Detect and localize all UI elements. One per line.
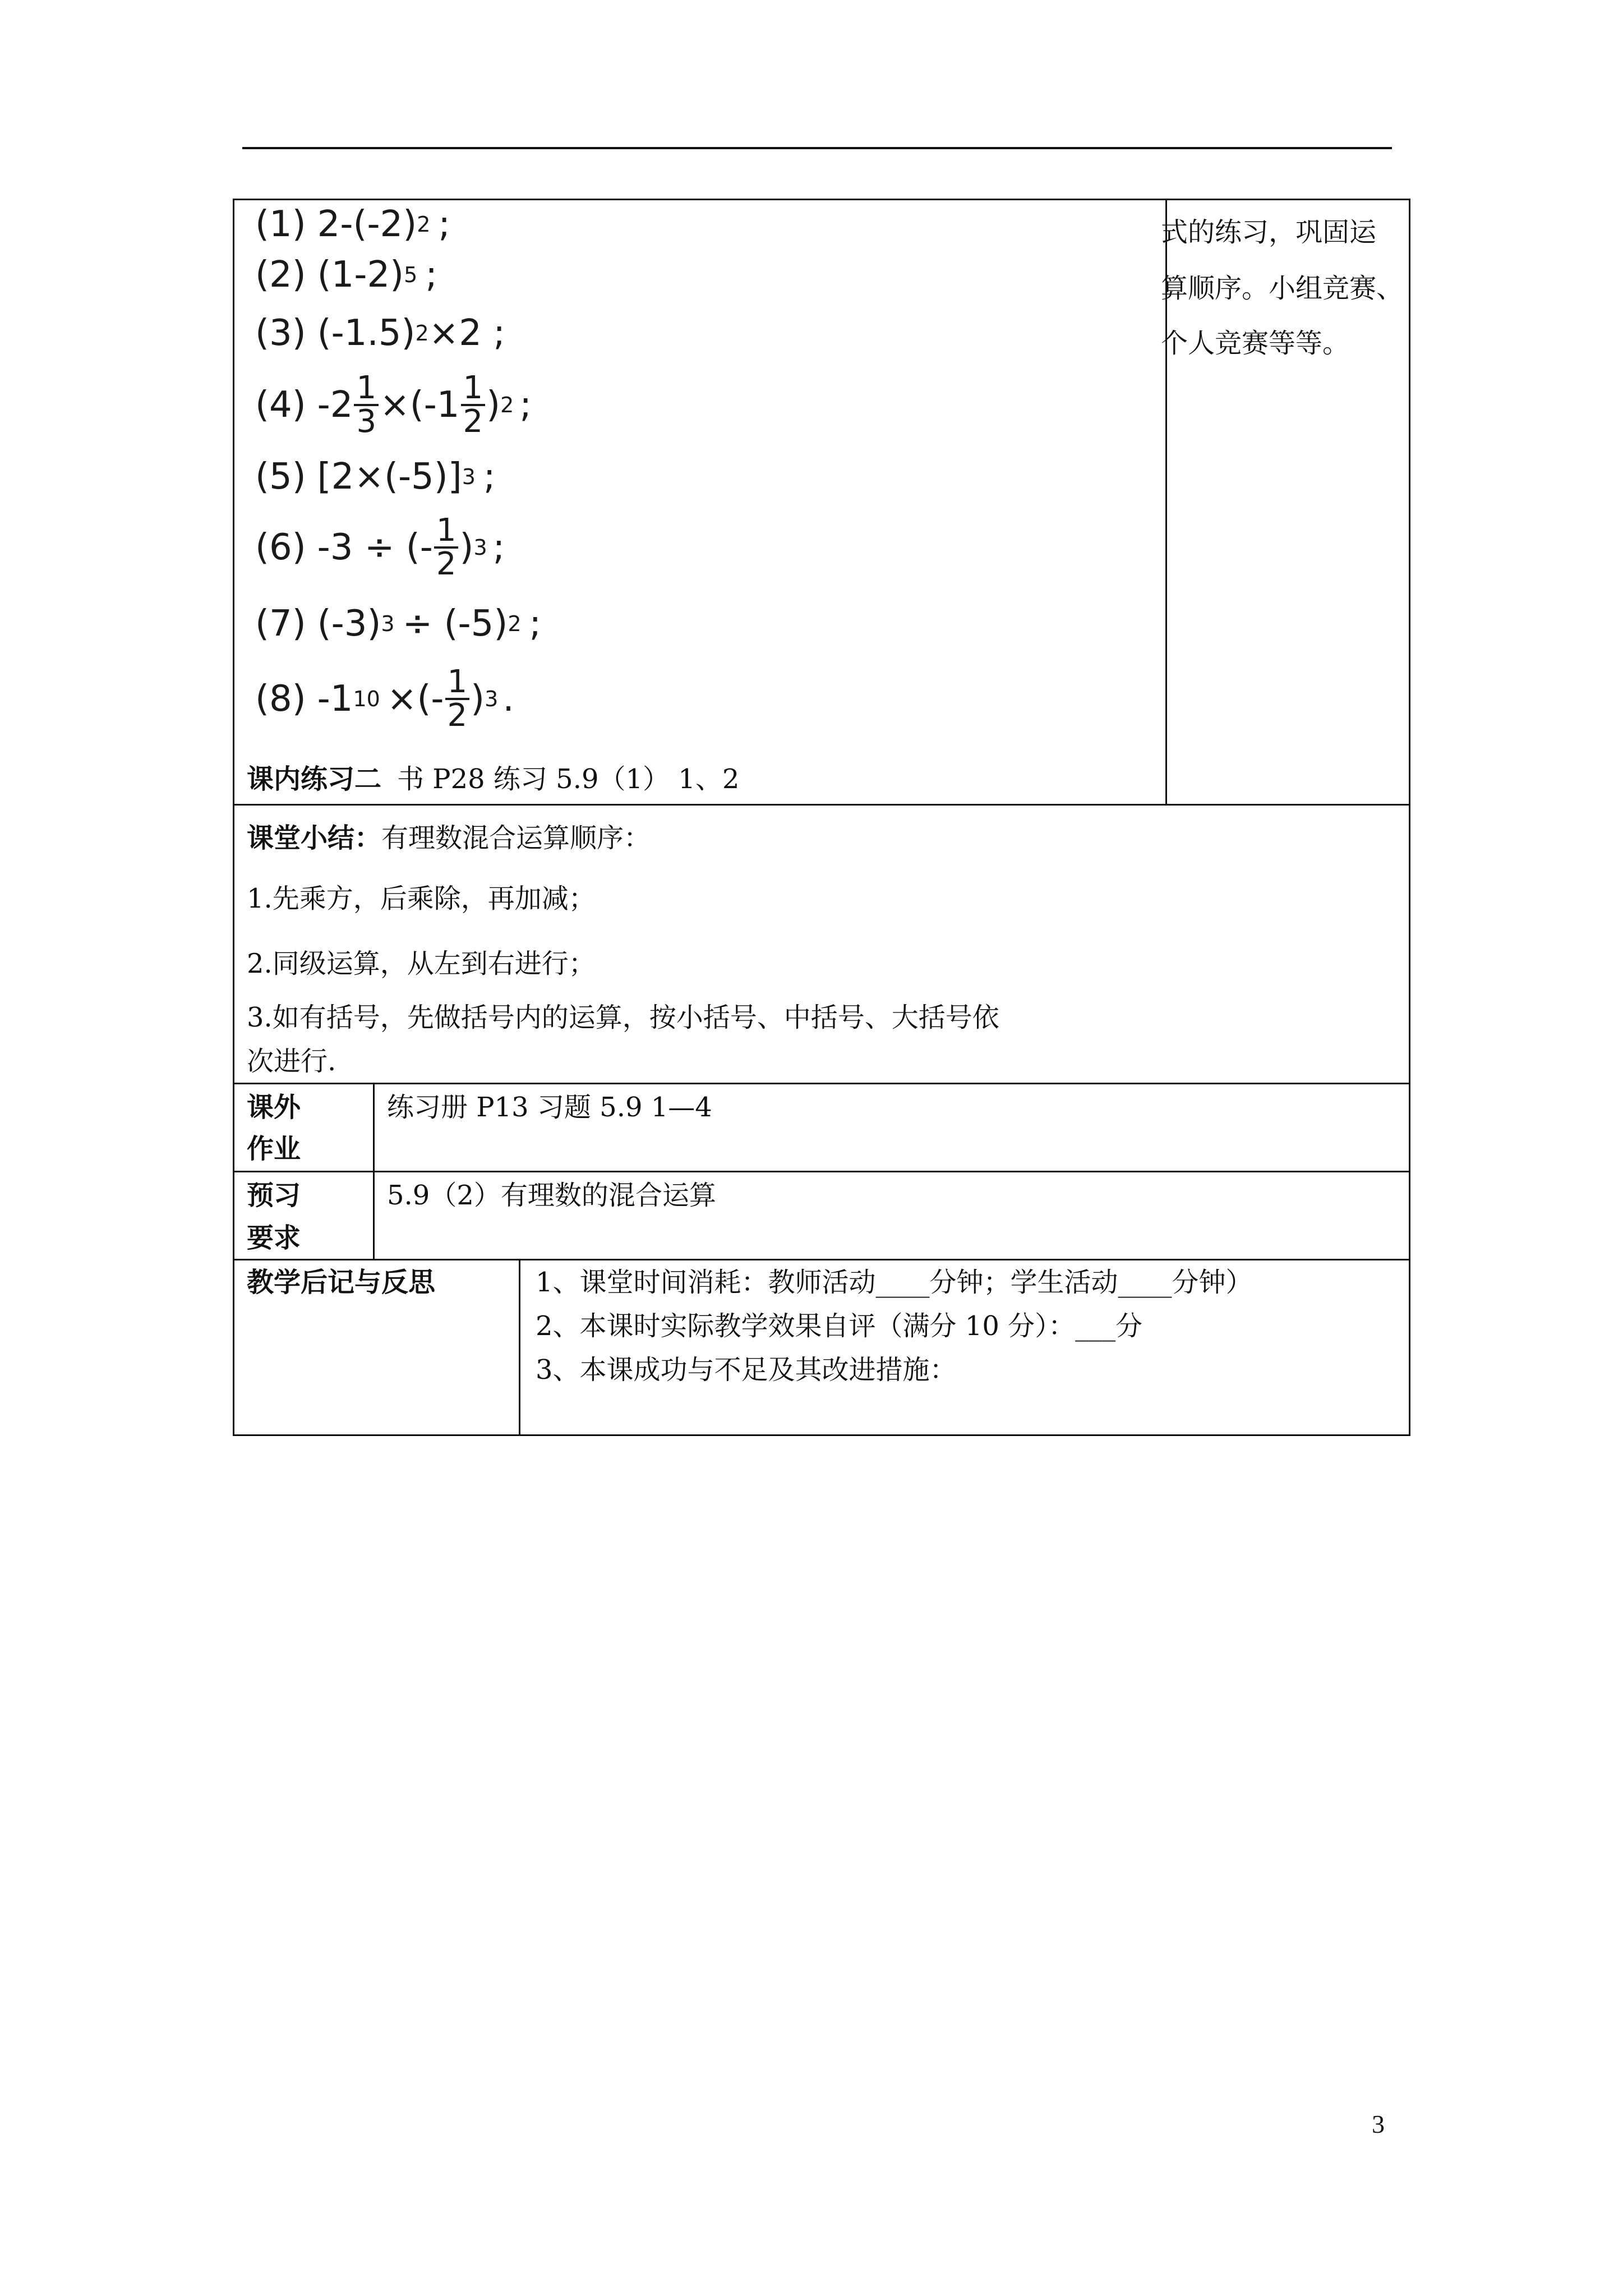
reflection-column-divider [519,1259,520,1436]
exercise-6: (6) -3 ÷ (- $\frac{1}{2}$ ) 3 ; [255,512,505,582]
reflection-label: 教学后记与反思 [247,1267,436,1298]
homework-label-2: 作业 [247,1133,301,1165]
side-note-line-2: 算顺序。小组竞赛、 [1161,273,1404,304]
page-number: 3 [1372,2110,1385,2138]
summary-item-3: 3.如有括号，先做括号内的运算，按小括号、中括号、大括号依 [247,1002,999,1033]
side-note-line-3: 个人竞赛等等。 [1161,328,1350,359]
reflection-item-1: 1、课堂时间消耗：教师活动____分钟；学生活动____分钟） [536,1267,1253,1298]
summary-item-1: 1.先乘方，后乘除，再加减； [247,883,596,914]
summary-item-4: 次进行. [247,1046,336,1077]
row-divider-2 [233,1083,1410,1084]
exercise-7: (7) (-3) 3 ÷ (-5) 2 ; [255,603,542,645]
header-rule [242,147,1392,149]
row-divider-3 [233,1171,1410,1172]
homework-text: 练习册 P13 习题 5.9 1—4 [387,1092,712,1123]
row-divider-4 [233,1259,1410,1260]
homework-label-1: 课外 [247,1092,301,1123]
summary-item-2: 2.同级运算，从左到右进行； [247,948,596,979]
practice-two-line: 课内练习二 书 P28 练习 5.9（1） 1、2 [247,763,740,795]
exercise-5: (5) [2×(-5)] 3 ; [255,456,496,498]
row-divider-1 [233,804,1410,806]
summary-title: 课堂小结：有理数混合运算顺序： [247,822,651,854]
exercise-4: (4) -2 $\frac{1}{3}$ ×(-1 $\frac{1}{2}$ ) 2 ; [255,370,532,440]
side-note-line-1: 式的练习，巩固运 [1161,217,1377,248]
exercise-2: (2) (1-2) 5 ; [255,254,437,296]
reflection-item-2: 2、本课时实际教学效果自评（满分 10 分）：___分 [536,1310,1143,1342]
exercise-3: (3) (-1.5) 2 ×2 ; [255,312,505,354]
preview-text: 5.9（2）有理数的混合运算 [387,1180,716,1211]
preview-label-1: 预习 [247,1180,301,1211]
reflection-item-3: 3、本课成功与不足及其改进措施： [536,1354,957,1386]
preview-label-2: 要求 [247,1222,301,1254]
exercise-8: (8) -1 10 ×(- $\frac{1}{2}$ ) 3 . [255,664,514,734]
exercise-1: (1) 2-(-2) 2 ; [255,204,450,245]
